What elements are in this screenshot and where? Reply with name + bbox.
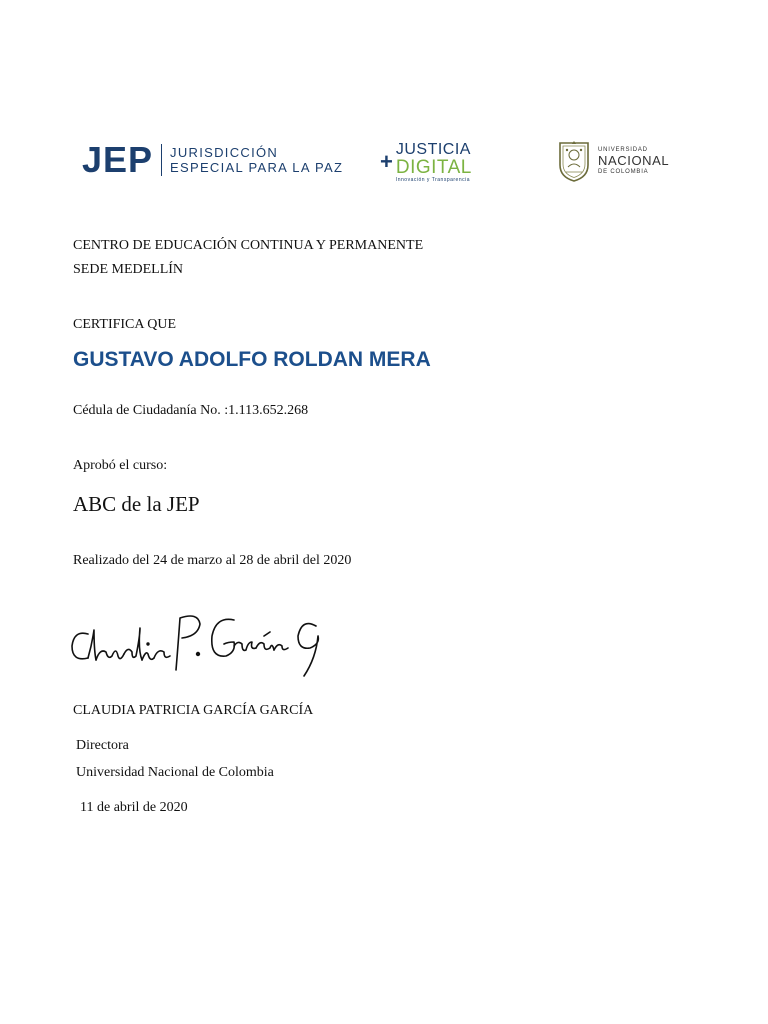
issue-date: 11 de abril de 2020 xyxy=(80,800,188,815)
justicia-digital-line1: JUSTICIA xyxy=(395,140,471,158)
signature-image xyxy=(66,606,330,682)
certifies-label: CERTIFICA QUE xyxy=(73,317,176,332)
justicia-digital-text xyxy=(396,142,472,183)
signer-name: CLAUDIA PATRICIA GARCÍA GARCÍA xyxy=(73,703,314,718)
jep-logo-divider xyxy=(161,144,162,176)
unal-logo-line2: NACIONAL xyxy=(598,153,670,168)
id-number-line: Cédula de Ciudadanía No. :1.113.652.268 xyxy=(73,403,309,418)
signer-title: Directora xyxy=(76,738,129,753)
unal-logo-text xyxy=(598,146,669,176)
unal-logo-line3: DE COLOMBIA xyxy=(598,169,649,175)
justicia-digital-line2: DIGITAL xyxy=(395,156,472,178)
approved-label: Aprobó el curso: xyxy=(73,458,168,473)
center-name-line2: SEDE MEDELLÍN xyxy=(73,262,184,277)
course-name: ABC de la JEP xyxy=(73,492,200,516)
jep-logo-line1: JURISDICCIÓN xyxy=(170,145,279,160)
justicia-digital-tagline: Innovación y Transparencia xyxy=(395,176,471,183)
jep-logo-text xyxy=(170,145,343,175)
plus-icon: + xyxy=(380,149,393,174)
signer-institution: Universidad Nacional de Colombia xyxy=(76,765,274,780)
center-name-line1: CENTRO DE EDUCACIÓN CONTINUA Y PERMANENTE xyxy=(73,238,424,253)
jep-logo-mark: JEP xyxy=(82,139,154,180)
jep-logo xyxy=(82,140,343,180)
unal-logo-line1: UNIVERSIDAD xyxy=(598,147,648,153)
unal-logo xyxy=(556,138,669,184)
recipient-name: GUSTAVO ADOLFO ROLDAN MERA xyxy=(73,348,431,371)
unal-seal-icon xyxy=(556,139,592,183)
course-dates: Realizado del 24 de marzo al 28 de abril del 2020 xyxy=(73,553,352,568)
jep-logo-line2: ESPECIAL PARA LA PAZ xyxy=(170,160,344,175)
justicia-digital-logo xyxy=(380,140,472,184)
